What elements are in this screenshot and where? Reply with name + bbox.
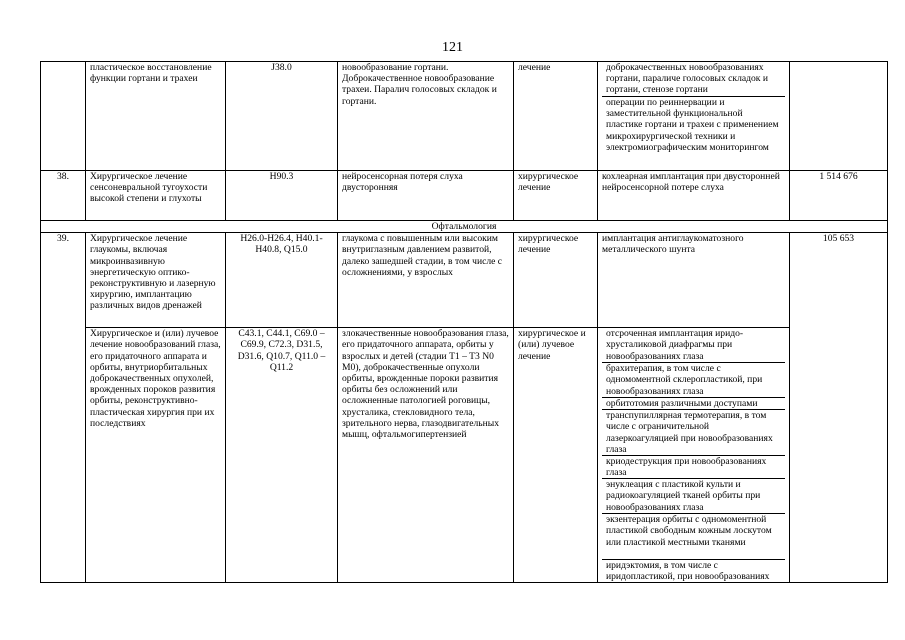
intervention-name: Хирургическое лечение сенсоневральной тугоухости высокой степени и глухоты [86,171,226,221]
cost: 1 514 676 [790,171,888,221]
icd-codes: C43.1, C44.1, C69.0 – C69.9, C72.3, D31.5, D31.6, Q10.7, Q11.0 – Q11.2 [226,328,338,583]
method-item: операции по реиннервации и заместительной функциональной пластике гортани и трахеи с применением микрохирургической техники и электромиографическим мониторингом [606,97,779,153]
section-title: Офтальмология [41,221,888,233]
intervention-name: Хирургическое лечение глаукомы, включая микроинвазивную энергетическую оптико-реконструктивную и лазерную хирургию, имплантацию различных видов дренажей [86,233,226,328]
intervention-name: пластическое восстановление функции гортани и трахеи [86,62,226,171]
intervention-name: Хирургическое и (или) лучевое лечение новообразований глаза, его придаточного аппарата и орбиты, внутриорбитальных доброкачественных опухолей, врожденных пороков развития орбиты, реконструктивно-пластическая хирургия при их последствиях [86,328,226,583]
method-item: экзентерация орбиты с одномоментной пластикой свободным кожным лоскутом или пластикой местными тканями [602,514,785,560]
icd-codes: J38.0 [226,62,338,171]
treatment-table [40,61,888,583]
method-item: отсроченная имплантация иридо-хрусталиковой диафрагмы при новообразованиях глаза [602,328,785,363]
icd-codes: H26.0-H26.4, H40.1- H40.8, Q15.0 [226,233,338,328]
patient-model: злокачественные новообразования глаза, его придаточного аппарата, орбиты у взрослых и детей (стадии T1 – T3 N0 M0), доброкачественные опухоли орбиты, врожденные пороки развития орбиты без осложнений или осложненные патологией роговицы, хрусталика, стекловидного тела, зрительного нерва, глазодвигательных мышц, офтальмогипертензией [338,328,514,583]
method-item: энуклеация с пластикой культи и радиокоагуляцией тканей орбиты при новообразованиях глаза [602,479,785,514]
method-item: криодеструкция при новообразованиях глаза [602,456,785,479]
patient-model: глаукома с повышенным или высоким внутриглазным давлением развитой, далеко зашедшей стадии, в том числе с осложнениями, у взрослых [338,233,514,328]
row-number: 39. [41,233,86,583]
patient-model: новообразование гортани. Доброкачественное новообразование трахеи. Паралич голосовых складок и гортани. [338,62,514,171]
page-number: 121 [442,40,463,55]
row-number: 38. [41,171,86,221]
treatment-type: хирургическое лечение [514,233,598,328]
method-item: орбитотомия различными доступами [602,398,785,410]
treatment-type: хирургическое и (или) лучевое лечение [514,328,598,583]
row-number [41,62,86,171]
table-section-row [41,221,888,233]
method-item: доброкачественных новообразованиях гортани, параличе голосовых складок и гортани, стенозе гортани [602,62,785,97]
method-item: иридэктомия, в том числе с иридопластикой, при новообразованиях [606,560,770,583]
treatment-type: лечение [514,62,598,171]
method-item: кохлеарная имплантация при двусторонней нейросенсорной потере слуха [598,171,790,221]
method-item: имплантация антиглаукоматозного металлического шунта [598,233,790,328]
cost: 105 653 [790,233,888,583]
table-row [41,328,888,583]
table-row [41,233,888,328]
method-list [598,328,790,583]
table-row [41,171,888,221]
patient-model: нейросенсорная потеря слуха двусторонняя [338,171,514,221]
method-list [598,62,790,171]
treatment-type: хирургическое лечение [514,171,598,221]
cost [790,62,888,171]
icd-codes: H90.3 [226,171,338,221]
method-item: брахитерапия, в том числе с одномоментной склеропластикой, при новообразованиях глаза [602,363,785,398]
method-item: транспупиллярная термотерапия, в том числе с ограничительной лазеркоагуляцией при новообразованиях глаза [602,410,785,456]
table-row [41,62,888,171]
